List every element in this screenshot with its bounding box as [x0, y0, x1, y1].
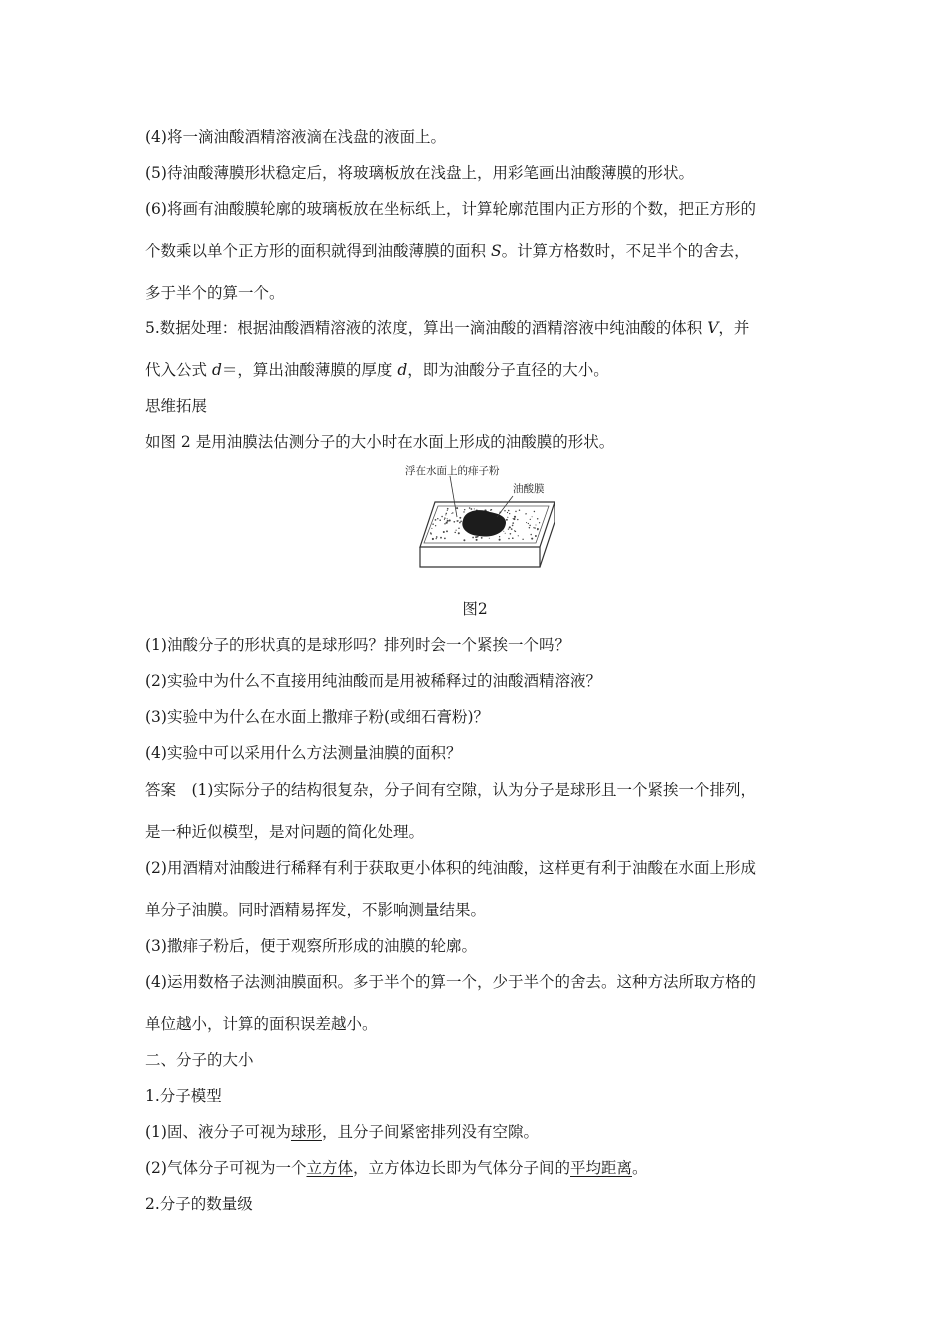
powder-dot — [512, 522, 514, 524]
powder-dot — [453, 521, 455, 523]
powder-dot — [443, 531, 445, 533]
powder-dot — [530, 519, 531, 520]
powder-dot — [439, 519, 441, 521]
powder-dot — [507, 517, 508, 518]
powder-dot — [464, 509, 465, 510]
powder-dot — [513, 518, 515, 520]
powder-dot — [459, 522, 461, 524]
data-processing-line2: 代入公式 d＝，算出油酸薄膜的厚度 d，即为油酸分子直径的大小。 — [145, 361, 609, 379]
powder-dot — [529, 527, 530, 528]
powder-dot — [478, 536, 479, 537]
powder-dot — [537, 518, 539, 520]
powder-dot — [445, 514, 446, 515]
powder-dot — [435, 519, 437, 521]
powder-dot — [530, 534, 532, 536]
powder-dot — [471, 508, 473, 510]
powder-dot — [534, 527, 535, 528]
answer-1-line2: 是一种近似模型，是对问题的简化处理。 — [145, 823, 425, 841]
formula-variable: d — [211, 361, 222, 379]
powder-dot — [509, 513, 510, 514]
powder-dot — [441, 516, 443, 518]
powder-dot — [437, 518, 438, 519]
powder-dot — [444, 523, 446, 525]
powder-dot — [509, 526, 511, 528]
powder-dot — [499, 536, 500, 537]
sphere-term: 球形 — [290, 1123, 322, 1141]
thickness-variable: d — [397, 361, 408, 379]
cube-term: 立方体 — [306, 1159, 353, 1177]
powder-dot — [432, 523, 434, 525]
volume-variable: V — [707, 319, 719, 337]
powder-dot — [440, 537, 442, 539]
powder-dot — [535, 524, 536, 525]
extension-heading: 思维拓展 — [145, 397, 208, 415]
powder-dot — [505, 533, 506, 534]
powder-dot — [444, 538, 446, 540]
powder-dot — [510, 533, 512, 535]
powder-dot — [532, 516, 533, 517]
area-variable: S — [490, 242, 502, 260]
powder-dot — [459, 517, 461, 519]
powder-dot — [512, 537, 514, 539]
powder-dot — [449, 519, 451, 521]
tray-illustration — [405, 462, 555, 587]
powder-dot — [447, 510, 448, 511]
powder-dot — [476, 539, 478, 541]
powder-dot — [489, 538, 490, 539]
powder-dot — [531, 538, 533, 540]
powder-dot — [446, 513, 448, 515]
step-6-line2: 个数乘以单个正方形的面积就得到油酸薄膜的面积 S。计算方格数时，不足半个的舍去， — [145, 242, 750, 260]
oil-film-figure — [405, 462, 555, 587]
powder-dot — [446, 530, 448, 532]
data-processing-line1: 5.数据处理：根据油酸酒精溶液的浓度，算出一滴油酸的酒精溶液中纯油酸的体积 V，并 — [145, 319, 750, 337]
powder-dot — [463, 539, 465, 541]
powder-dot — [508, 528, 509, 529]
powder-dot — [458, 528, 460, 530]
molecule-model-heading: 1.分子模型 — [145, 1087, 222, 1105]
powder-dot — [435, 525, 436, 526]
answer-2-line2: 单分子油膜。同时酒精易挥发，不影响测量结果。 — [145, 901, 487, 919]
powder-dot — [519, 509, 520, 510]
powder-dot — [463, 511, 464, 512]
model-point-1: (1)固、液分子可视为球形，且分子间紧密排列没有空隙。 — [145, 1123, 539, 1141]
powder-dot — [511, 528, 513, 530]
question-4: (4)实验中可以采用什么方法测量油膜的面积？ — [145, 744, 462, 762]
powder-dot — [528, 523, 529, 524]
powder-dot — [533, 527, 534, 528]
answer-1-line1: 答案 (1)实际分子的结构很复杂，分子间有空隙，认为分子是球形且一个紧挨一个排列， — [145, 781, 756, 799]
powder-dot — [472, 537, 474, 539]
model-point-2: (2)气体分子可视为一个立方体，立方体边长即为气体分子间的平均距离。 — [145, 1159, 648, 1177]
powder-dot — [515, 511, 517, 513]
powder-dot — [535, 535, 537, 537]
powder-dot — [508, 510, 510, 512]
powder-dot — [436, 536, 438, 538]
powder-dot — [481, 537, 483, 539]
answer-3: (3)撒痱子粉后，便于观察所形成的油膜的轮廓。 — [145, 937, 477, 955]
powder-dot — [475, 536, 477, 538]
powder-dot — [518, 535, 519, 536]
powder-dot — [456, 530, 457, 531]
powder-dot — [537, 529, 538, 530]
powder-dot — [454, 532, 455, 533]
answer-2-line1: (2)用酒精对油酸进行稀释有利于获取更小体积的纯油酸，这样更有利于油酸在水面上形成 — [145, 859, 756, 877]
powder-dot — [447, 520, 449, 522]
powder-dot — [508, 538, 510, 540]
question-1: (1)油酸分子的形状真的是球形吗？排列时会一个紧挨一个吗？ — [145, 636, 570, 654]
powder-dot — [458, 532, 460, 534]
powder-dot — [456, 507, 458, 509]
powder-dot — [504, 510, 505, 511]
powder-dot — [447, 508, 449, 510]
powder-dot — [526, 522, 527, 523]
powder-dot — [506, 519, 508, 521]
powder-dot — [529, 525, 531, 527]
section-2-heading: 二、分子的大小 — [145, 1051, 254, 1069]
powder-dot — [525, 513, 526, 514]
powder-dot — [444, 517, 446, 519]
average-distance-term: 平均距离 — [570, 1159, 633, 1177]
powder-dot — [447, 518, 448, 519]
question-3: (3)实验中为什么在水面上撒痱子粉(或细石膏粉)？ — [145, 708, 490, 726]
order-of-magnitude-heading: 2.分子的数量级 — [145, 1195, 253, 1213]
powder-dot — [513, 518, 514, 519]
step-4: (4)将一滴油酸酒精溶液滴在浅盘的液面上。 — [145, 128, 446, 146]
powder-dot — [490, 509, 491, 510]
powder-dot — [539, 522, 540, 523]
powder-dot — [431, 528, 432, 529]
powder-dot — [469, 507, 471, 509]
answer-4-line2: 单位越小，计算的面积误差越小。 — [145, 1015, 378, 1033]
powder-dot — [444, 519, 445, 520]
powder-dot — [522, 539, 523, 540]
powder-dot — [512, 525, 514, 527]
powder-dot — [446, 522, 448, 524]
powder-dot — [432, 538, 434, 540]
powder-dot — [507, 512, 508, 513]
figure-caption: 图2 — [462, 600, 488, 618]
powder-dot — [436, 538, 437, 539]
oil-film-label: 油酸膜 — [513, 483, 545, 495]
powder-dot — [499, 539, 501, 541]
powder-dot — [517, 519, 518, 520]
powder-label: 浮在水面上的痱子粉 — [405, 465, 500, 477]
powder-dot — [534, 511, 535, 512]
powder-dot — [458, 520, 459, 521]
powder-dot — [503, 531, 504, 532]
answer-4-line1: (4)运用数格子法测油膜面积。多于半个的算一个，少于半个的舍去。这种方法所取方格的 — [145, 973, 756, 991]
powder-dot — [514, 516, 516, 518]
powder-dot — [452, 512, 453, 513]
step-6-line1: (6)将画有油酸膜轮廓的玻璃板放在坐标纸上，计算轮廓范围内正方形的个数，把正方形的 — [145, 200, 756, 218]
powder-dot — [460, 520, 462, 522]
powder-dot — [474, 508, 475, 509]
step-5: (5)待油酸薄膜形状稳定后，将玻璃板放在浅盘上，用彩笔画出油酸薄膜的形状。 — [145, 164, 694, 182]
question-2: (2)实验中为什么不直接用纯油酸而是用被稀释过的油酸酒精溶液？ — [145, 672, 601, 690]
powder-dot — [430, 533, 432, 535]
extension-intro: 如图 2 是用油膜法估测分子的大小时在水面上形成的油酸膜的形状。 — [145, 433, 615, 451]
powder-dot — [514, 530, 515, 531]
step-6-line3: 多于半个的算一个。 — [145, 284, 285, 302]
